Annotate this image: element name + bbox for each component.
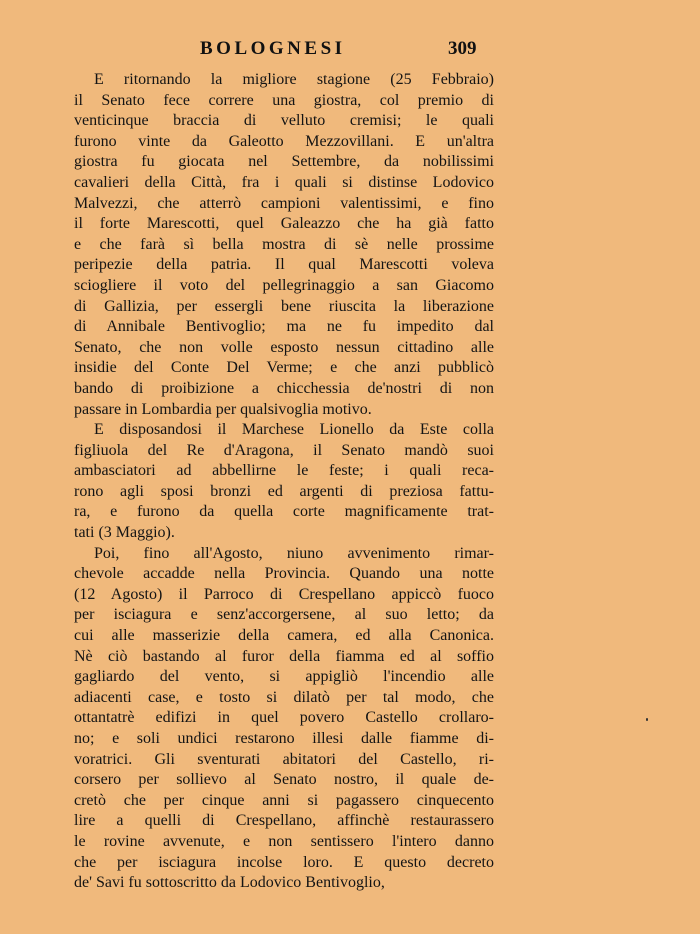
text-line: sciogliere il voto del pellegrinaggio a san Giacomo	[74, 276, 494, 294]
page-header	[0, 38, 700, 62]
text-line: bando di proibizione a chicchessia de'nostri di non	[74, 379, 494, 397]
ink-speck	[646, 718, 648, 721]
text-line: (12 Agosto) il Parroco di Crespellano appiccò fuoco	[74, 585, 494, 603]
text-line: ra, e furono da quella corte magnificamente trat-	[74, 503, 494, 521]
text-line: corsero per sollievo al Senato nostro, il quale de-	[74, 771, 494, 789]
text-line: tati (3 Maggio).	[74, 524, 175, 542]
text-line: Senato, che non volle esposto nessun cittadino alle	[74, 338, 494, 356]
text-line: di Gallizia, per essergli bene riuscita la liberazione	[74, 297, 494, 315]
text-line: cretò che per cinque anni si pagassero cinquecento	[74, 791, 494, 809]
text-line: de' Savi fu sottoscritto da Lodovico Bentivoglio,	[74, 874, 385, 892]
text-line: cui alle masserizie della camera, ed alla Canonica.	[74, 627, 494, 645]
text-line: per isciagura e senz'accorgersene, al suo letto; da	[74, 606, 494, 624]
text-line: Nè ciò bastando al furor della fiamma ed al soffio	[74, 647, 494, 665]
text-line: furono vinte da Galeotto Mezzovillani. E un'altra	[74, 132, 494, 150]
text-line: passare in Lombardia per qualsivoglia motivo.	[74, 400, 372, 418]
text-line: peripezie della patria. Il qual Marescotti voleva	[74, 256, 494, 274]
text-line: rono agli sposi bronzi ed argenti di preziosa fattu-	[74, 482, 494, 500]
page-number: 309	[448, 38, 477, 59]
text-line: gagliardo del vento, si appigliò l'incendio alle	[74, 668, 494, 686]
text-line: di Annibale Bentivoglio; ma ne fu impedito dal	[74, 318, 494, 336]
text-line: che per isciagura incolse loro. E questo decreto	[74, 853, 494, 871]
text-line: insidie del Conte Del Verme; e che anzi pubblicò	[74, 359, 494, 377]
body-text	[74, 70, 494, 894]
text-line: il forte Marescotti, quel Galeazzo che ha già fatto	[74, 215, 494, 233]
text-line: il Senato fece correre una giostra, col premio di	[74, 91, 494, 109]
text-line: venticinque braccia di velluto cremisi; le quali	[74, 112, 494, 130]
text-line: adiacenti case, e tosto si dilatò per tal modo, che	[74, 688, 494, 706]
text-line: E ritornando la migliore stagione (25 Febbraio)	[94, 71, 494, 88]
text-line: voratrici. Gli sventurati abitatori del Castello, ri-	[74, 750, 494, 768]
text-line: le rovine avvenute, e non sentissero l'intero danno	[74, 832, 494, 850]
text-line: Malvezzi, che atterrò campioni valentissimi, e fino	[74, 194, 494, 212]
text-line: figliuola del Re d'Aragona, il Senato mandò suoi	[74, 441, 494, 459]
text-line: ottantatrè edifizi in quel povero Castello crollaro-	[74, 709, 494, 727]
text-line: Poi, fino all'Agosto, niuno avvenimento rimar-	[94, 544, 494, 562]
text-line: lire a quelli di Crespellano, affinchè restaurassero	[74, 812, 494, 830]
text-line: cavalieri della Città, fra i quali si distinse Lodovico	[74, 173, 494, 191]
running-head: BOLOGNESI	[200, 38, 346, 59]
text-line: E disposandosi il Marchese Lionello da Este colla	[94, 421, 494, 439]
text-line: chevole accadde nella Provincia. Quando una notte	[74, 565, 494, 583]
text-line: ambasciatori ad abbellirne le feste; i quali reca-	[74, 462, 494, 480]
text-line: e che farà sì bella mostra di sè nelle prossime	[74, 235, 494, 253]
text-line: giostra fu giocata nel Settembre, da nobilissimi	[74, 153, 494, 171]
text-line: no; e soli undici restarono illesi dalle fiamme di-	[74, 730, 494, 747]
